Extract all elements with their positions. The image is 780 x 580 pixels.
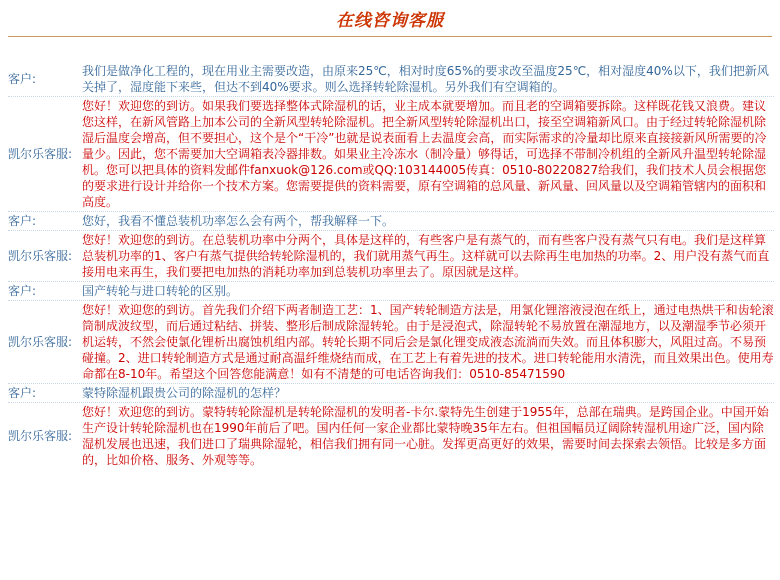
speaker-label: 客户: [8, 214, 37, 228]
answer-text: 您好！欢迎您的到访。在总装机功率中分两个，具体是这样的，有些客户是有蒸气的，而有些客户没有蒸气只有电。我们是这样算总装机功率的1、客户有蒸气提供给转轮除湿机的，我们就用蒸气再生。这样就可以去除再生电加热的功率。2、用户没有蒸气而直接用电来再生，我们要把电加热的消耗功率加到总装机功率里去了。原因就是这样。 [82, 233, 770, 279]
qa-row-answer [8, 97, 774, 212]
speaker-label: 凯尔乐客服: [8, 249, 73, 263]
question-text: 您好，我看不懂总装机功率怎么会有两个，帮我解释一下。 [82, 214, 395, 228]
speaker-label: 凯尔乐客服: [8, 335, 73, 349]
qa-row-question [8, 384, 774, 403]
question-text: 国产转轮与进口转轮的区别。 [82, 284, 239, 298]
answer-text: 您好！欢迎您的到访。如果我们要选择整体式除湿机的话，业主成本就要增加。而且老的空调箱要拆除。这样既花钱又浪费。建议您这样，在新风管路上加本公司的全新风型转轮除湿机。把全新风型转轮除湿机出口，接至空调箱新风口。由于经过转轮除湿机除湿后温度会增高，但不要担心，这个是个“干冷”也就是说表面看上去温度会高，而实际需求的冷量却比原来直接接新风所需要的冷量少。因此，您不需要加大空调箱表冷器排数。如果业主冷冻水（制冷量）够得话，可选择不带制冷机组的全新风升温型转轮除湿机。您可以把具体的资料发邮件fanxuok@126.com或QQ:103144005传真：0510-80220827给我们，我们技术人员会根据您的要求进行设计并给你一个技术方案。您需要提供的资料需要，原有空调箱的总风量、新风量、回风量以及空调箱管辖内的面积和高度。 [82, 99, 767, 209]
speaker-label: 客户: [8, 386, 37, 400]
question-text: 我们是做净化工程的，现在用业主需要改造，由原来25℃，相对时度65%的要求改至温度25℃，相对湿度40%以下，我们把新风关掉了，湿度能下来些，但达不到40%要求。则么选择转轮除湿机。另外我们有空调箱的。 [82, 64, 769, 94]
question-text: 蒙特除湿机跟贵公司的除湿机的怎样？ [82, 386, 287, 400]
answer-text: 您好！欢迎您的到访。首先我们介绍下两者制造工艺：1、国产转轮制造方法是，用氯化锂溶液浸泡在纸上，通过电热烘干和齿轮滚筒制成波纹型，而后通过粘结、拼装、整形后制成除湿转轮。由于是浸泡式，除湿转轮不易放置在潮湿地方，以及潮湿季节必须开机运转，不然会使氯化锂析出腐蚀机组内部。转轮长期不同后会是氯化锂变成液态流淌而失效。而且体积膨大，风阻过高。不易预碰撞。2、进口转轮制造方式是通过耐高温纤维烧结而成，在工艺上有着先进的技术。进口转轮能用水清洗，而且效果出色。使用寿命都在8-10年。希望这个回答您能满意！如有不清楚的可电话咨询我们：0510-85471590 [82, 303, 774, 381]
qa-row-answer [8, 231, 774, 282]
qa-row-answer [8, 301, 774, 384]
qa-row-question [8, 62, 774, 97]
title-divider [8, 36, 772, 37]
speaker-label: 客户: [8, 72, 37, 86]
qa-list [8, 62, 774, 469]
qa-row-question [8, 212, 774, 231]
speaker-label: 凯尔乐客服: [8, 147, 73, 161]
answer-text: 您好！欢迎您的到访。蒙特转轮除湿机是转轮除湿机的发明者-卡尔.蒙特先生创建于1955年，总部在瑞典。是跨国企业。中国开始生产设计转轮除湿机也在1990年前后了吧。国内任何一家企业都比蒙特晚35年左右。但祖国幅员辽阔除转湿机用途广泛，国内除湿机发展也迅速，我们进口了瑞典除湿轮，相信我们拥有同一心脏。发挥更高更好的效果，需要时间去探索去领悟。比较是多方面的，比如价格、服务、外观等等。 [82, 405, 769, 467]
speaker-label: 凯尔乐客服: [8, 429, 73, 443]
speaker-label: 客户: [8, 284, 37, 298]
qa-row-answer [8, 403, 774, 469]
qa-row-question [8, 282, 774, 301]
page-title: 在线咨询客服 [336, 11, 444, 31]
